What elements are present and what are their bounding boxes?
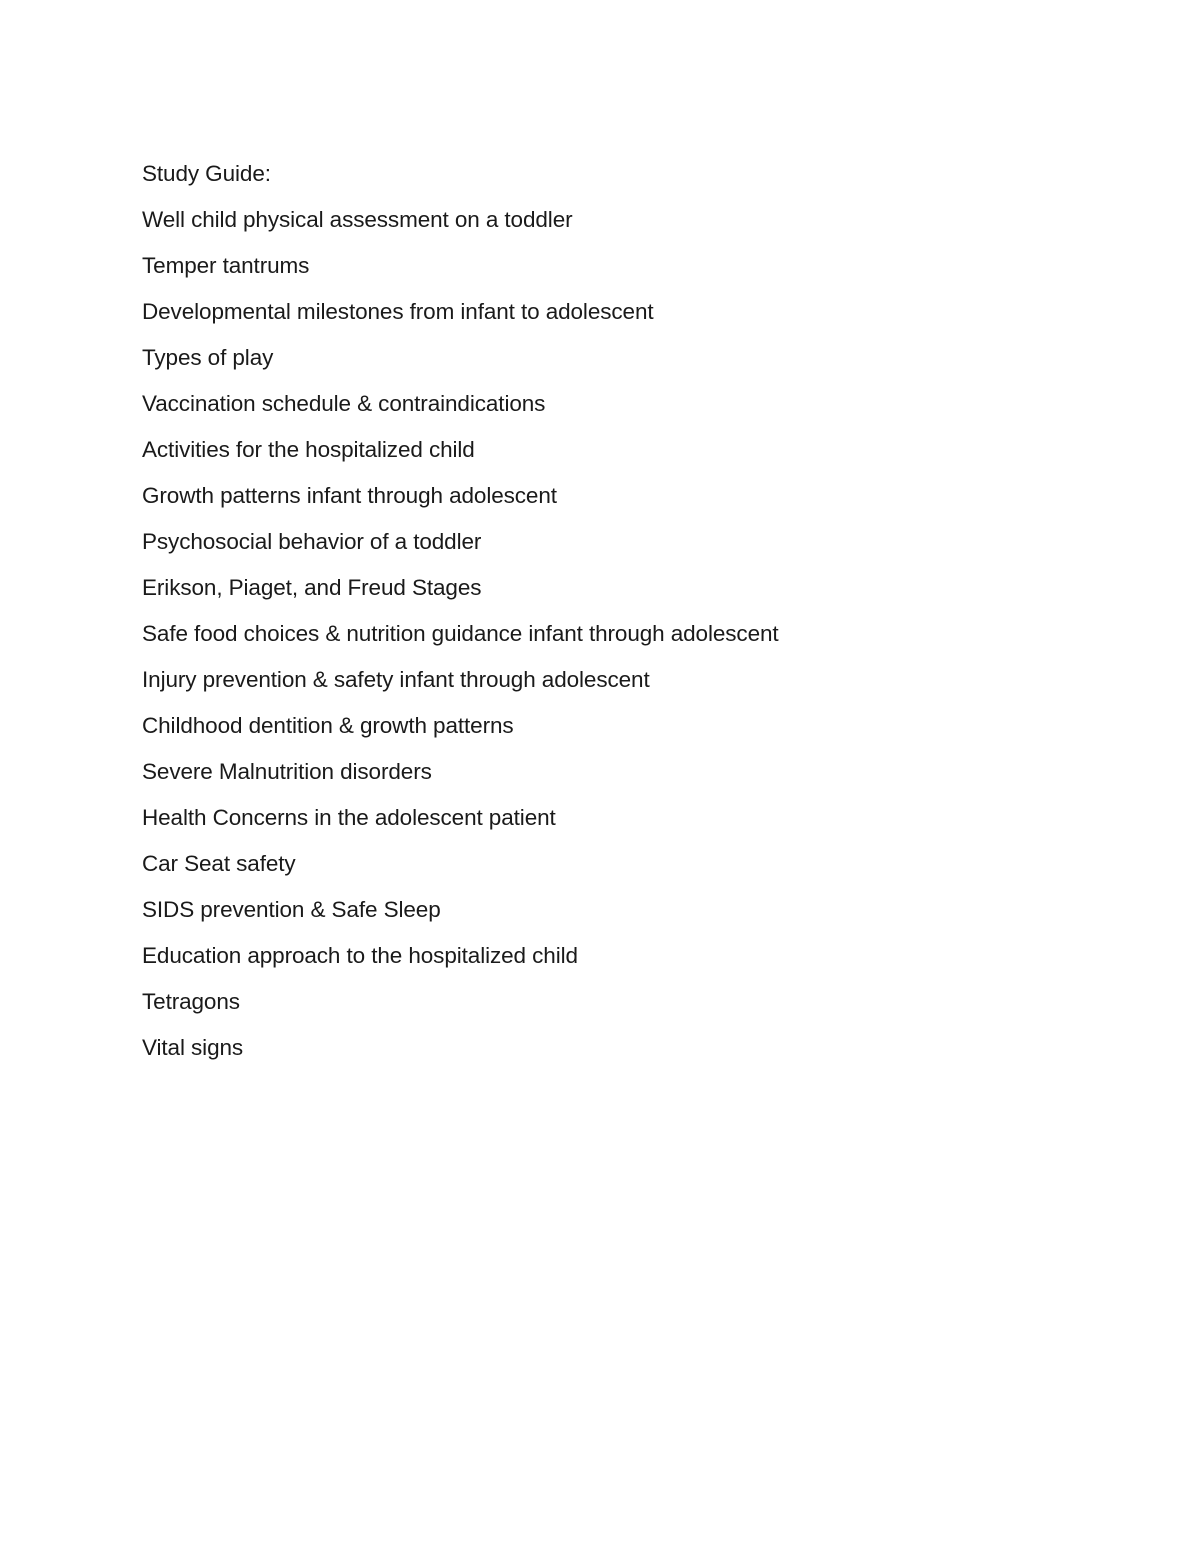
- study-guide-item: Childhood dentition & growth patterns: [142, 713, 514, 738]
- study-guide-item: Car Seat safety: [142, 851, 296, 876]
- study-guide-item: Vaccination schedule & contraindications: [142, 391, 546, 416]
- study-guide-item: Health Concerns in the adolescent patient: [142, 805, 556, 830]
- study-guide-item: Activities for the hospitalized child: [142, 437, 475, 462]
- study-guide-item: Growth patterns infant through adolescent: [142, 483, 557, 508]
- study-guide-item: Vital signs: [142, 1035, 244, 1060]
- study-guide-item: Education approach to the hospitalized child: [142, 943, 578, 968]
- study-guide-item: Developmental milestones from infant to adolescent: [142, 299, 654, 324]
- study-guide-item: Tetragons: [142, 989, 240, 1014]
- study-guide-item: Types of play: [142, 345, 274, 370]
- study-guide-heading: Study Guide:: [142, 161, 271, 186]
- study-guide-item: Severe Malnutrition disorders: [142, 759, 432, 784]
- study-guide-item: Injury prevention & safety infant through adolescent: [142, 667, 650, 692]
- study-guide-item: Psychosocial behavior of a toddler: [142, 529, 482, 554]
- study-guide-item: SIDS prevention & Safe Sleep: [142, 897, 441, 922]
- study-guide-item: Safe food choices & nutrition guidance infant through adolescent: [142, 621, 779, 646]
- study-guide-content: [142, 155, 1042, 1075]
- study-guide-item: Well child physical assessment on a toddler: [142, 207, 573, 232]
- study-guide-item: Temper tantrums: [142, 253, 310, 278]
- study-guide-item: Erikson, Piaget, and Freud Stages: [142, 575, 482, 600]
